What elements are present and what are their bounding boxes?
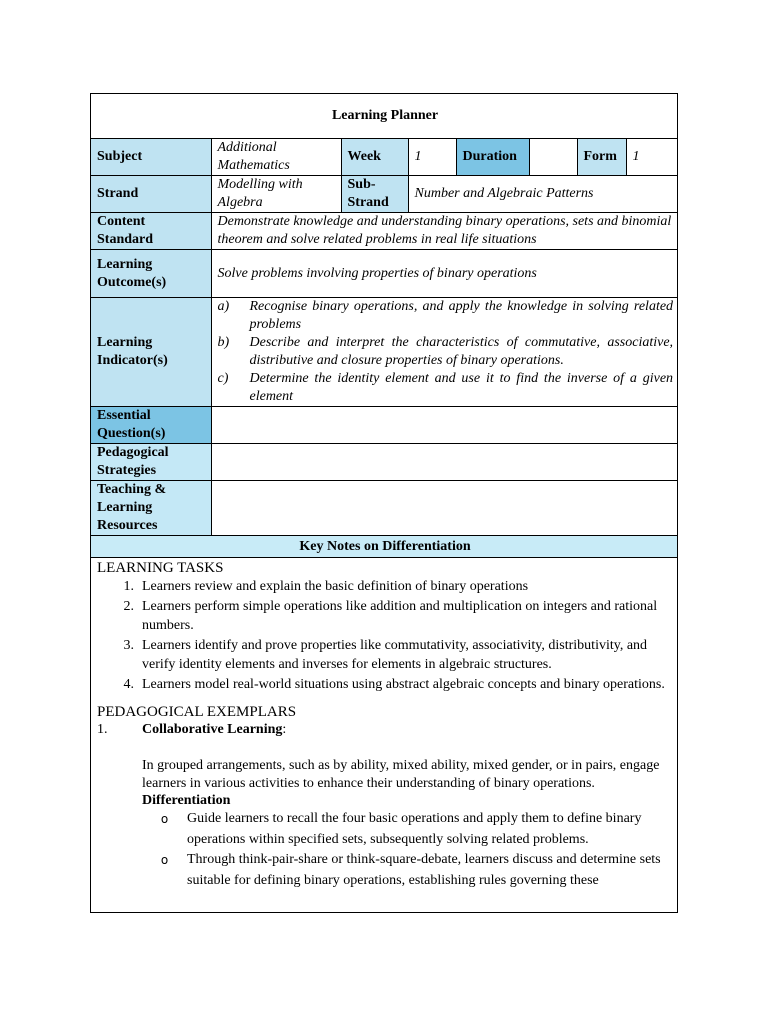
essential-question-label: Essential Question(s) <box>91 407 211 444</box>
form-label: Form <box>577 139 626 176</box>
substrand-value: Number and Algebraic Patterns <box>408 176 678 213</box>
content-standard-value: Demonstrate knowledge and understanding binary operations, sets and binomial theorem and solve related problems in real life situations <box>211 213 678 250</box>
indicators-cell <box>211 298 678 407</box>
exemplar-item-title: Collaborative Learning <box>142 722 283 737</box>
planner-table <box>91 94 678 558</box>
strand-label: Strand <box>91 176 211 213</box>
list-item: 2. Learners perform simple operations like addition and multiplication on integers and rational numbers. <box>123 598 658 633</box>
bullet-icon: o <box>160 812 169 826</box>
strand-value: Modelling with Algebra <box>211 176 341 213</box>
learning-planner-page <box>90 93 678 913</box>
differentiation-list <box>142 809 671 891</box>
list-item: o Guide learners to recall the four basic operations and apply them to define binary operations within specified sets, subsequently solving related problems. <box>142 809 671 850</box>
essential-question-value <box>211 407 678 444</box>
indicator-item: a) Recognise binary operations, and apply the knowledge in solving related problems <box>217 299 674 332</box>
learning-tasks-section <box>91 558 677 891</box>
week-label: Week <box>341 139 408 176</box>
duration-value <box>529 139 577 176</box>
subject-label: Subject <box>91 139 211 176</box>
bullet-icon: o <box>160 853 169 867</box>
exemplar-description: In grouped arrangements, such as by ability, mixed ability, mixed gender, or in pairs, engage learners in various activities to enhance their understanding of binary operations. <box>142 758 660 791</box>
indicator-item: b) Describe and interpret the characteristics of commutative, associative, distributive and closure properties of binary operations. <box>217 335 674 368</box>
list-item: 3. Learners identify and prove properties like commutativity, associativity, distributivity, and verify identity elements and inverses for elements in algebraic structures. <box>123 637 648 672</box>
content-standard-label: Content Standard <box>91 213 211 250</box>
differentiation-title: Differentiation <box>142 793 231 808</box>
subject-value: Additional Mathematics <box>211 139 341 176</box>
week-value: 1 <box>408 139 456 176</box>
outcome-label: Learning Outcome(s) <box>91 250 211 298</box>
planner-title: Learning Planner <box>91 94 678 139</box>
list-item: 4. Learners model real-world situations using abstract algebraic concepts and binary operations. <box>123 676 665 692</box>
form-value: 1 <box>626 139 678 176</box>
indicator-item: c) Determine the identity element and use it to find the inverse of a given element <box>217 371 674 404</box>
outcome-value: Solve problems involving properties of binary operations <box>211 250 678 298</box>
exemplars-title: PEDAGOGICAL EXEMPLARS <box>97 704 297 720</box>
pedagogical-value <box>211 444 678 481</box>
list-item: o Through think-pair-share or think-square-debate, learners discuss and determine sets suitable for defining binary operations, establishing rules governing these <box>142 850 671 891</box>
resources-label: Teaching & Learning Resources <box>91 481 211 536</box>
indicators-label: Learning Indicator(s) <box>91 298 211 407</box>
list-item: 1. Learners review and explain the basic definition of binary operations <box>123 579 529 594</box>
learning-tasks-title: LEARNING TASKS <box>97 560 224 576</box>
indicators-list <box>218 298 674 406</box>
exemplar-item: 1. Collaborative Learning: <box>97 722 287 737</box>
substrand-label: Sub-Strand <box>341 176 408 213</box>
key-notes-header: Key Notes on Differentiation <box>91 536 678 558</box>
learning-tasks-list <box>97 577 671 694</box>
resources-value <box>211 481 678 536</box>
pedagogical-label: Pedagogical Strategies <box>91 444 211 481</box>
duration-label: Duration <box>456 139 529 176</box>
